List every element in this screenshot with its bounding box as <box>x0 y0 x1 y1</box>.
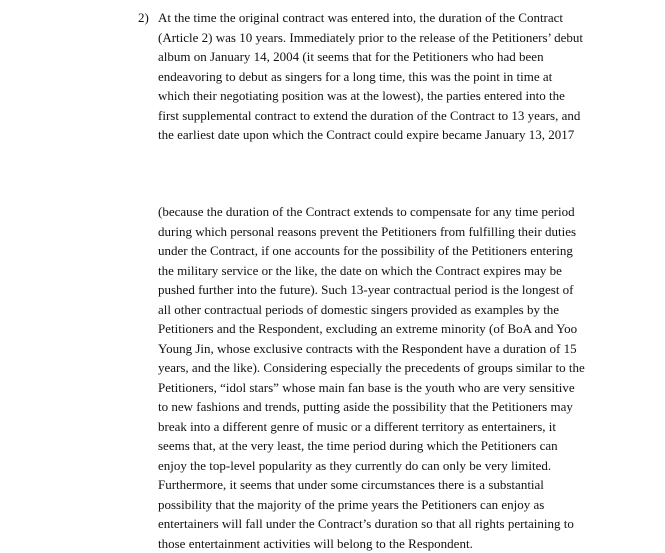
text-line: Young Jin, whose exclusive contracts with the Respondent have a duration of 15 <box>158 339 585 359</box>
text-line: the military service or the like, the date on which the Contract expires may be <box>158 261 585 281</box>
text-line: those entertainment activities will belong to the Respondent. <box>158 534 585 553</box>
text-line: during which personal reasons prevent the Petitioners from fulfilling their duties <box>158 222 585 242</box>
text-line: all other contractual periods of domestic singers provided as examples by the <box>158 300 585 320</box>
text-line: which their negotiating position was at the lowest), the parties entered into the <box>158 86 583 106</box>
text-line: enjoy the top-level popularity as they currently do can only be very limited. <box>158 456 585 476</box>
text-line: pushed further into the future). Such 13-year contractual period is the longest of <box>158 280 585 300</box>
text-line: Petitioners and the Respondent, excluding an extreme minority (of BoA and Yoo <box>158 319 585 339</box>
text-line: first supplemental contract to extend the duration of the Contract to 13 years, and <box>158 106 583 126</box>
text-line: years, and the like). Considering especially the precedents of groups similar to the <box>158 358 585 378</box>
text-line: under the Contract, if one accounts for the possibility of the Petitioners entering <box>158 241 585 261</box>
paragraph-1 <box>158 8 583 145</box>
text-line: break into a different genre of music or a different territory as entertainers, it <box>158 417 585 437</box>
text-line: seems that, at the very least, the time period during which the Petitioners can <box>158 436 585 456</box>
list-item-number: 2) <box>138 8 149 28</box>
text-line: to new fashions and trends, putting aside the possibility that the Petitioners may <box>158 397 585 417</box>
text-line: entertainers will fall under the Contract’s duration so that all rights pertaining to <box>158 514 585 534</box>
paragraph-2 <box>158 202 585 553</box>
text-line: album on January 14, 2004 (it seems that for the Petitioners who had been <box>158 47 583 67</box>
text-line: (because the duration of the Contract extends to compensate for any time period <box>158 202 585 222</box>
text-line: possibility that the majority of the prime years the Petitioners can enjoy as <box>158 495 585 515</box>
text-line: (Article 2) was 10 years. Immediately prior to the release of the Petitioners’ debut <box>158 28 583 48</box>
text-line: the earliest date upon which the Contract could expire became January 13, 2017 <box>158 125 583 145</box>
text-line: At the time the original contract was entered into, the duration of the Contract <box>158 8 583 28</box>
text-line: Furthermore, it seems that under some circumstances there is a substantial <box>158 475 585 495</box>
text-line: Petitioners, “idol stars” whose main fan base is the youth who are very sensitive <box>158 378 585 398</box>
text-line: endeavoring to debut as singers for a long time, this was the point in time at <box>158 67 583 87</box>
